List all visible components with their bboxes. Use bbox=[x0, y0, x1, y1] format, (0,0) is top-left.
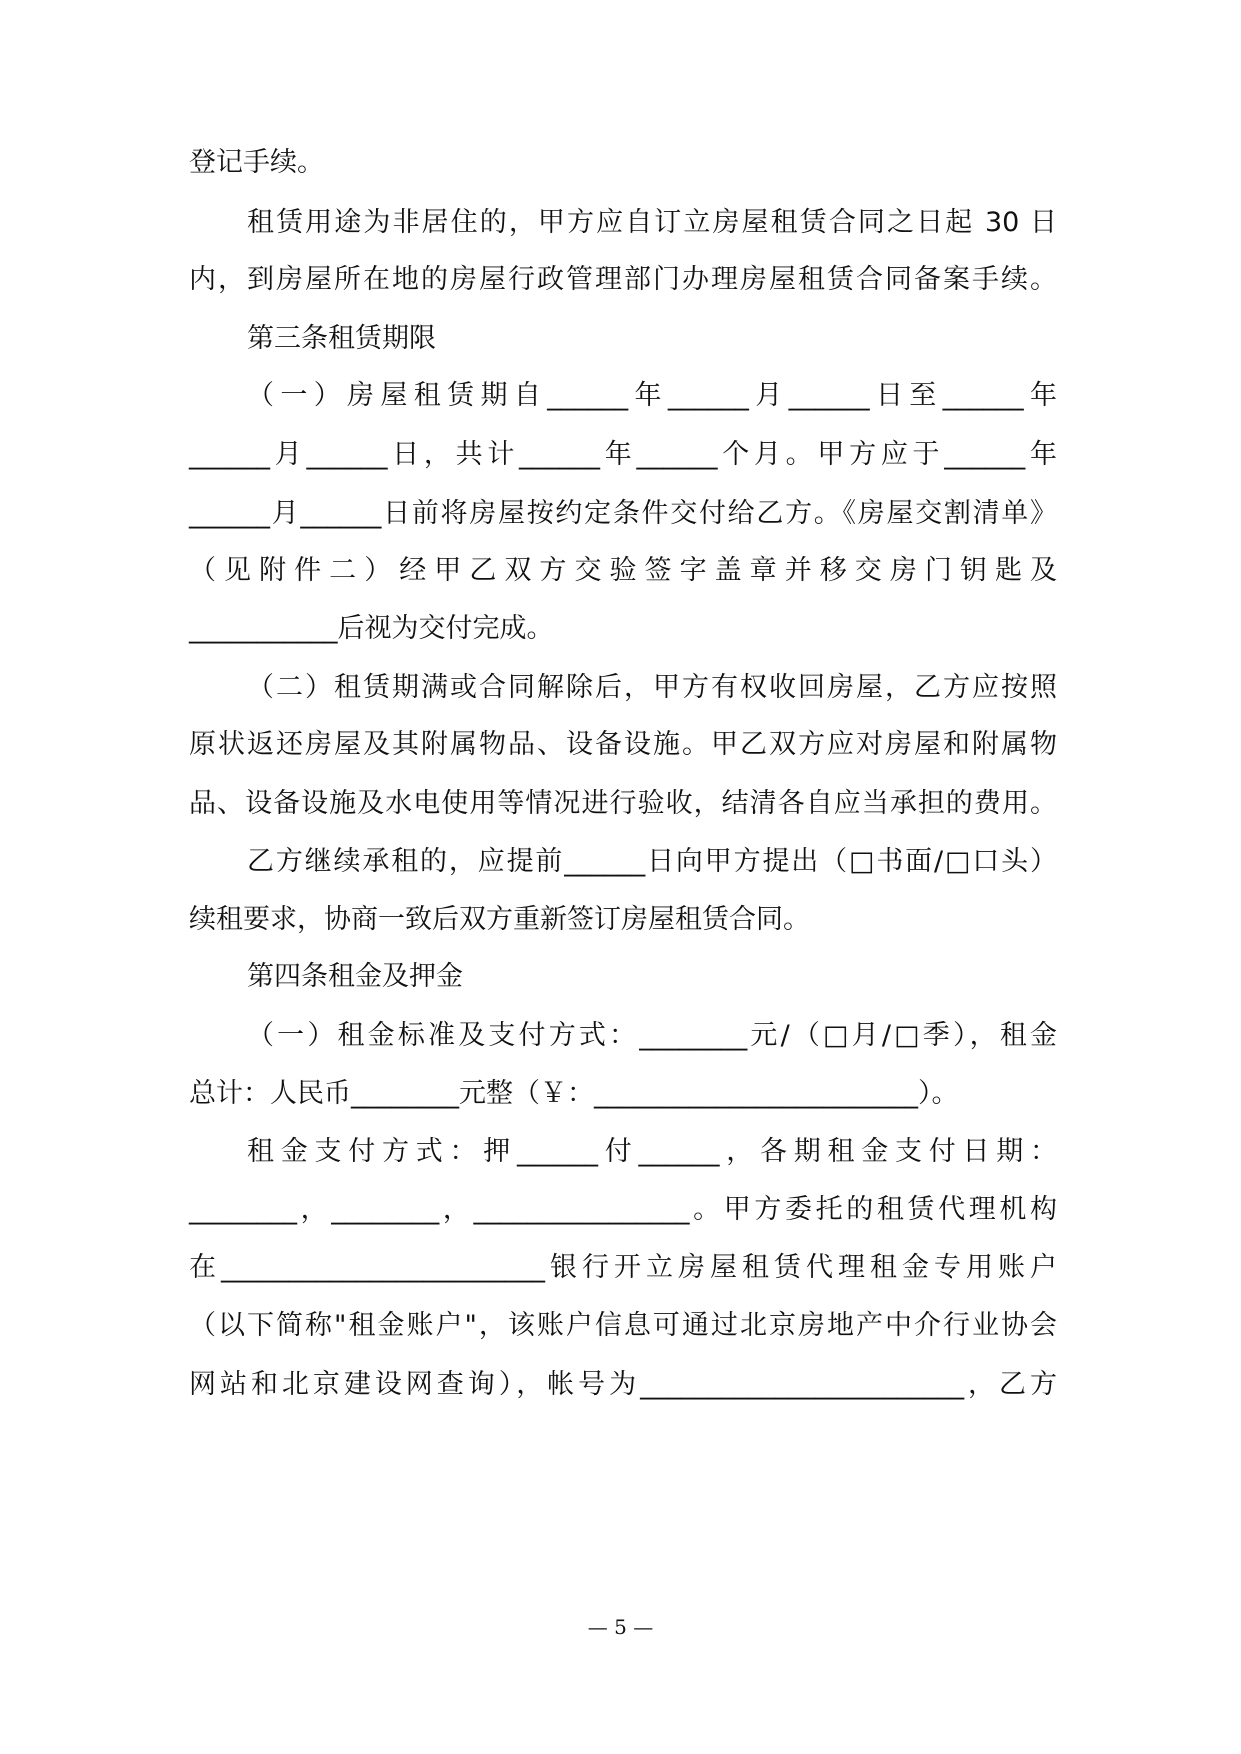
paragraph-line: ______月______日，共计______年______个月。甲方应于______年 bbox=[189, 439, 1057, 470]
paragraph-line: 品、设备设施及水电使用等情况进行验收，结清各自应当承担的费用。 bbox=[189, 788, 1057, 819]
paragraph-line: ______月______日前将房屋按约定条件交付给乙方。《房屋交割清单》 bbox=[189, 498, 1057, 529]
section-heading: 第三条租赁期限 bbox=[247, 323, 436, 354]
paragraph-line: 总计：人民币________元整（￥：________________________）。 bbox=[189, 1078, 959, 1109]
paragraph-line: 在________________________银行开立房屋租赁代理租金专用账户 bbox=[189, 1252, 1057, 1283]
paragraph-line: 内，到房屋所在地的房屋行政管理部门办理房屋租赁合同备案手续。 bbox=[189, 264, 1057, 295]
paragraph-line: 租金支付方式：押______付______，各期租金支付日期： bbox=[247, 1136, 1057, 1167]
paragraph-line: （二）租赁期满或合同解除后，甲方有权收回房屋，乙方应按照 bbox=[247, 672, 1057, 703]
paragraph-line: 续租要求，协商一致后双方重新签订房屋租赁合同。 bbox=[189, 904, 810, 935]
paragraph-line: ________，________，________________。甲方委托的租赁代理机构 bbox=[189, 1194, 1057, 1225]
paragraph-line: 乙方继续承租的，应提前______日向甲方提出（□书面/□口头） bbox=[247, 846, 1057, 877]
paragraph-line: （一）房屋租赁期自______年______月______日至______年 bbox=[247, 380, 1057, 411]
paragraph-line: ___________后视为交付完成。 bbox=[189, 613, 554, 644]
paragraph-line: 登记手续。 bbox=[189, 147, 324, 178]
paragraph-line: 租赁用途为非居住的，甲方应自订立房屋租赁合同之日起 30 日 bbox=[247, 207, 1057, 238]
page-number: — 5 — bbox=[587, 1615, 654, 1639]
paragraph-line: （以下简称"租金账户"，该账户信息可通过北京房地产中介行业协会 bbox=[189, 1310, 1057, 1341]
paragraph-line: 网站和北京建设网查询），帐号为________________________，乙方 bbox=[189, 1369, 1057, 1400]
paragraph-line: （一）租金标准及支付方式：________元/（□月/□季），租金 bbox=[247, 1020, 1057, 1051]
paragraph-line: 原状返还房屋及其附属物品、设备设施。甲乙双方应对房屋和附属物 bbox=[189, 729, 1057, 760]
section-heading: 第四条租金及押金 bbox=[247, 961, 463, 992]
paragraph-line: （见附件二）经甲乙双方交验签字盖章并移交房门钥匙及 bbox=[189, 555, 1057, 586]
